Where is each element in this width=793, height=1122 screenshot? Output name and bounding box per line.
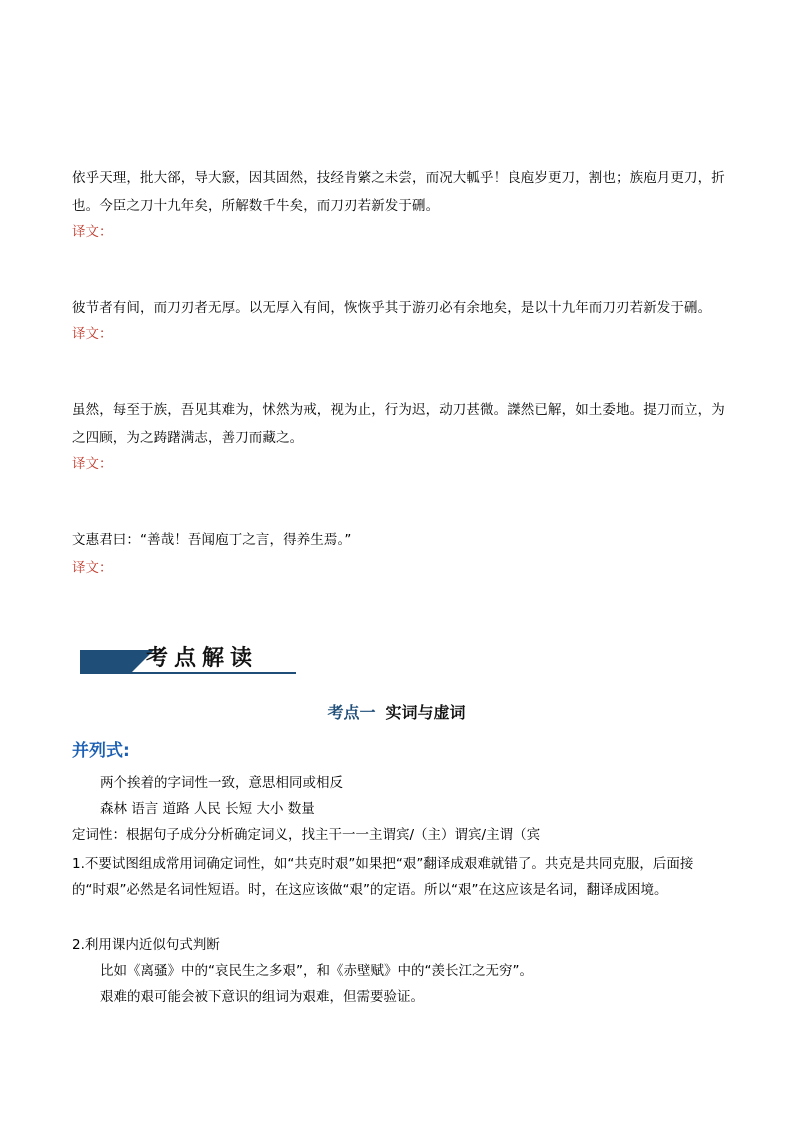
passage-3-translation-label: 译文：	[72, 456, 113, 472]
passage-3-text: 虽然，每至于族，吾见其难为，怵然为戒，视为止，行为迟，动刀甚微。謋然已解，如土委地。提刀而立，为之四顾，为之踌躇满志，善刀而藏之。	[72, 402, 725, 446]
passage-1-translation-label: 译文：	[72, 224, 113, 240]
passage-4-text: 文惠君曰：“善哉！吾闻庖丁之言，得养生焉。”	[72, 532, 352, 548]
body-paragraph-point-1: 1.不要试图组成常用词确定词性，如“共克时艰”如果把“艰”翻译成艰难就错了。共克是共同克服，后面接的“时艰”必然是名词性短语。时，在这应该做“艰”的定语。所以“艰”在这应该是名词，翻译成困境。	[72, 856, 694, 898]
kaodian-name: 实词与虚词	[385, 703, 466, 722]
section-banner-title: 考点解读	[146, 645, 259, 671]
body-line-word-class: 定词性：根据句子成分分析确定词义，找主干一一主谓宾/（主）谓宾/主谓（宾	[72, 827, 541, 843]
passage-1-text: 依乎天理，批大郤，导大窾，因其固然，技经肯綮之未尝，而况大軱乎！良庖岁更刀，割也；族庖月更刀，折也。今臣之刀十九年矣，所解数千牛矣，而刀刃若新发于硎。	[72, 170, 725, 214]
body-line-definition: 两个挨着的字词性一致，意思相同或相反	[100, 775, 343, 791]
kaodian-number: 考点一	[327, 703, 376, 722]
body-line-examples: 森林 语言 道路 人民 长短 大小 数量	[100, 801, 315, 817]
passage-2-translation-label: 译文：	[72, 326, 113, 342]
section-banner	[80, 644, 296, 676]
body-line-example-quote: 比如《离骚》中的“哀民生之多艰”，和《赤壁赋》中的“羡长江之无穷”。	[100, 963, 533, 979]
banner-block	[80, 650, 132, 672]
body-line-note: 艰难的艰可能会被下意识的组词为艰难，但需要验证。	[100, 989, 424, 1005]
subheading-parallel: 并列式:	[72, 741, 130, 761]
passage-4-translation-label: 译文：	[72, 560, 113, 576]
banner-underline	[80, 672, 296, 674]
kaodian-title	[0, 700, 793, 726]
body-line-point-2: 2.利用课内近似句式判断	[72, 937, 220, 953]
passage-2-text: 彼节者有间，而刀刃者无厚。以无厚入有间，恢恢乎其于游刃必有余地矣，是以十九年而刀刃若新发于硎。	[72, 300, 712, 316]
